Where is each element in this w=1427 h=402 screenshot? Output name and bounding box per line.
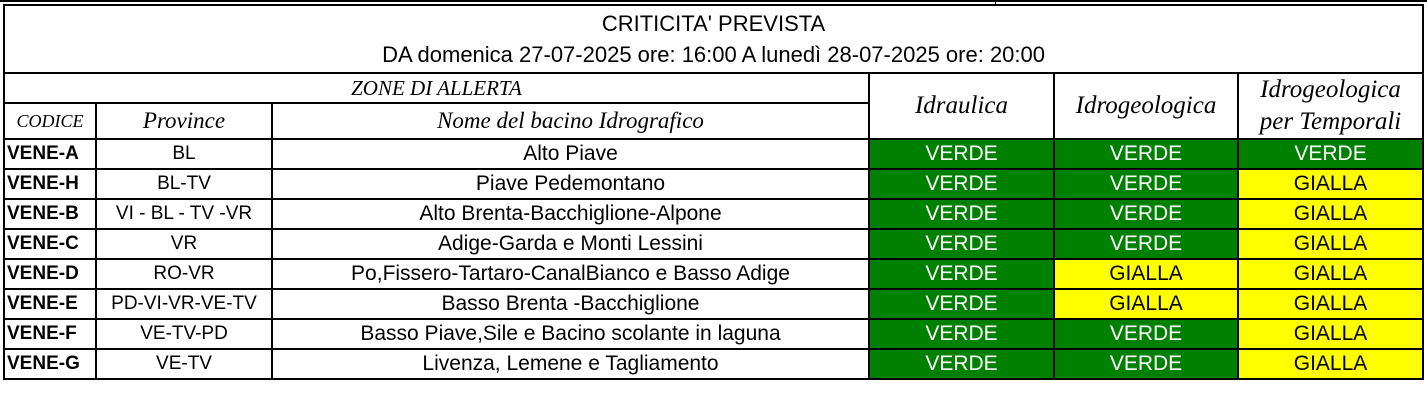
zone-province: PD-VI-VR-VE-TV — [96, 289, 272, 319]
table-row — [4, 259, 1423, 289]
table-row — [4, 289, 1423, 319]
level-hydraulic: VERDE — [869, 319, 1054, 349]
header-storms-line1: Idrogeologica — [1260, 76, 1401, 103]
zone-code: VENE-A — [4, 139, 96, 169]
zone-basin: Livenza, Lemene e Tagliamento — [272, 349, 869, 379]
header-hydraulic: Idraulica — [869, 73, 1054, 139]
zone-province: VE-TV — [96, 349, 272, 379]
zone-province: VI - BL - TV -VR — [96, 199, 272, 229]
level-hydrogeological: VERDE — [1054, 169, 1238, 199]
level-hydraulic: VERDE — [869, 349, 1054, 379]
header-storms-line2: per Temporali — [1259, 108, 1402, 135]
level-storms: VERDE — [1238, 139, 1423, 169]
header-hydrogeological: Idrogeologica — [1054, 73, 1238, 139]
level-hydraulic: VERDE — [869, 259, 1054, 289]
level-storms: GIALLA — [1238, 319, 1423, 349]
zone-code: VENE-D — [4, 259, 96, 289]
table-row — [4, 319, 1423, 349]
level-hydrogeological: VERDE — [1054, 349, 1238, 379]
header-hydrogeological-storms — [1238, 73, 1423, 139]
level-hydrogeological: GIALLA — [1054, 289, 1238, 319]
zone-code: VENE-B — [4, 199, 96, 229]
zone-code: VENE-E — [4, 289, 96, 319]
zone-province: RO-VR — [96, 259, 272, 289]
level-hydrogeological: VERDE — [1054, 319, 1238, 349]
page-title: CRITICITA' PREVISTA — [601, 11, 826, 36]
level-hydraulic: VERDE — [869, 199, 1054, 229]
zone-basin: Alto Piave — [272, 139, 869, 169]
alert-table — [3, 4, 1424, 380]
zone-province: BL — [96, 139, 272, 169]
zone-code: VENE-H — [4, 169, 96, 199]
level-storms: GIALLA — [1238, 259, 1423, 289]
zone-basin: Adige-Garda e Monti Lessini — [272, 229, 869, 259]
forecast-period: DA domenica 27-07-2025 ore: 16:00 A lunedì 28-07-2025 ore: 20:00 — [382, 42, 1045, 67]
level-storms: GIALLA — [1238, 229, 1423, 259]
table-row — [4, 169, 1423, 199]
table-row — [4, 349, 1423, 379]
header-basin: Nome del bacino Idrografico — [272, 103, 869, 139]
level-storms: GIALLA — [1238, 289, 1423, 319]
zone-province: VR — [96, 229, 272, 259]
level-hydrogeological: VERDE — [1054, 229, 1238, 259]
zone-code: VENE-G — [4, 349, 96, 379]
zone-code: VENE-C — [4, 229, 96, 259]
level-hydraulic: VERDE — [869, 289, 1054, 319]
level-hydraulic: VERDE — [869, 139, 1054, 169]
header-province: Province — [96, 103, 272, 139]
zones-group-header: ZONE DI ALLERTA — [4, 73, 869, 103]
level-storms: GIALLA — [1238, 199, 1423, 229]
zone-basin: Basso Brenta -Bacchiglione — [272, 289, 869, 319]
zone-province: VE-TV-PD — [96, 319, 272, 349]
level-hydraulic: VERDE — [869, 169, 1054, 199]
level-hydrogeological: GIALLA — [1054, 259, 1238, 289]
level-hydrogeological: VERDE — [1054, 139, 1238, 169]
zone-basin: Basso Piave,Sile e Bacino scolante in laguna — [272, 319, 869, 349]
table-row — [4, 139, 1423, 169]
zone-basin: Po,Fissero-Tartaro-CanalBianco e Basso Adige — [272, 259, 869, 289]
zone-code: VENE-F — [4, 319, 96, 349]
level-hydraulic: VERDE — [869, 229, 1054, 259]
level-hydrogeological: VERDE — [1054, 199, 1238, 229]
table-row — [4, 229, 1423, 259]
header-code: CODICE — [4, 103, 96, 139]
zone-basin: Piave Pedemontano — [272, 169, 869, 199]
zone-basin: Alto Brenta-Bacchiglione-Alpone — [272, 199, 869, 229]
level-storms: GIALLA — [1238, 169, 1423, 199]
zone-province: BL-TV — [96, 169, 272, 199]
level-storms: GIALLA — [1238, 349, 1423, 379]
table-row — [4, 199, 1423, 229]
forecast-header — [4, 5, 1423, 73]
